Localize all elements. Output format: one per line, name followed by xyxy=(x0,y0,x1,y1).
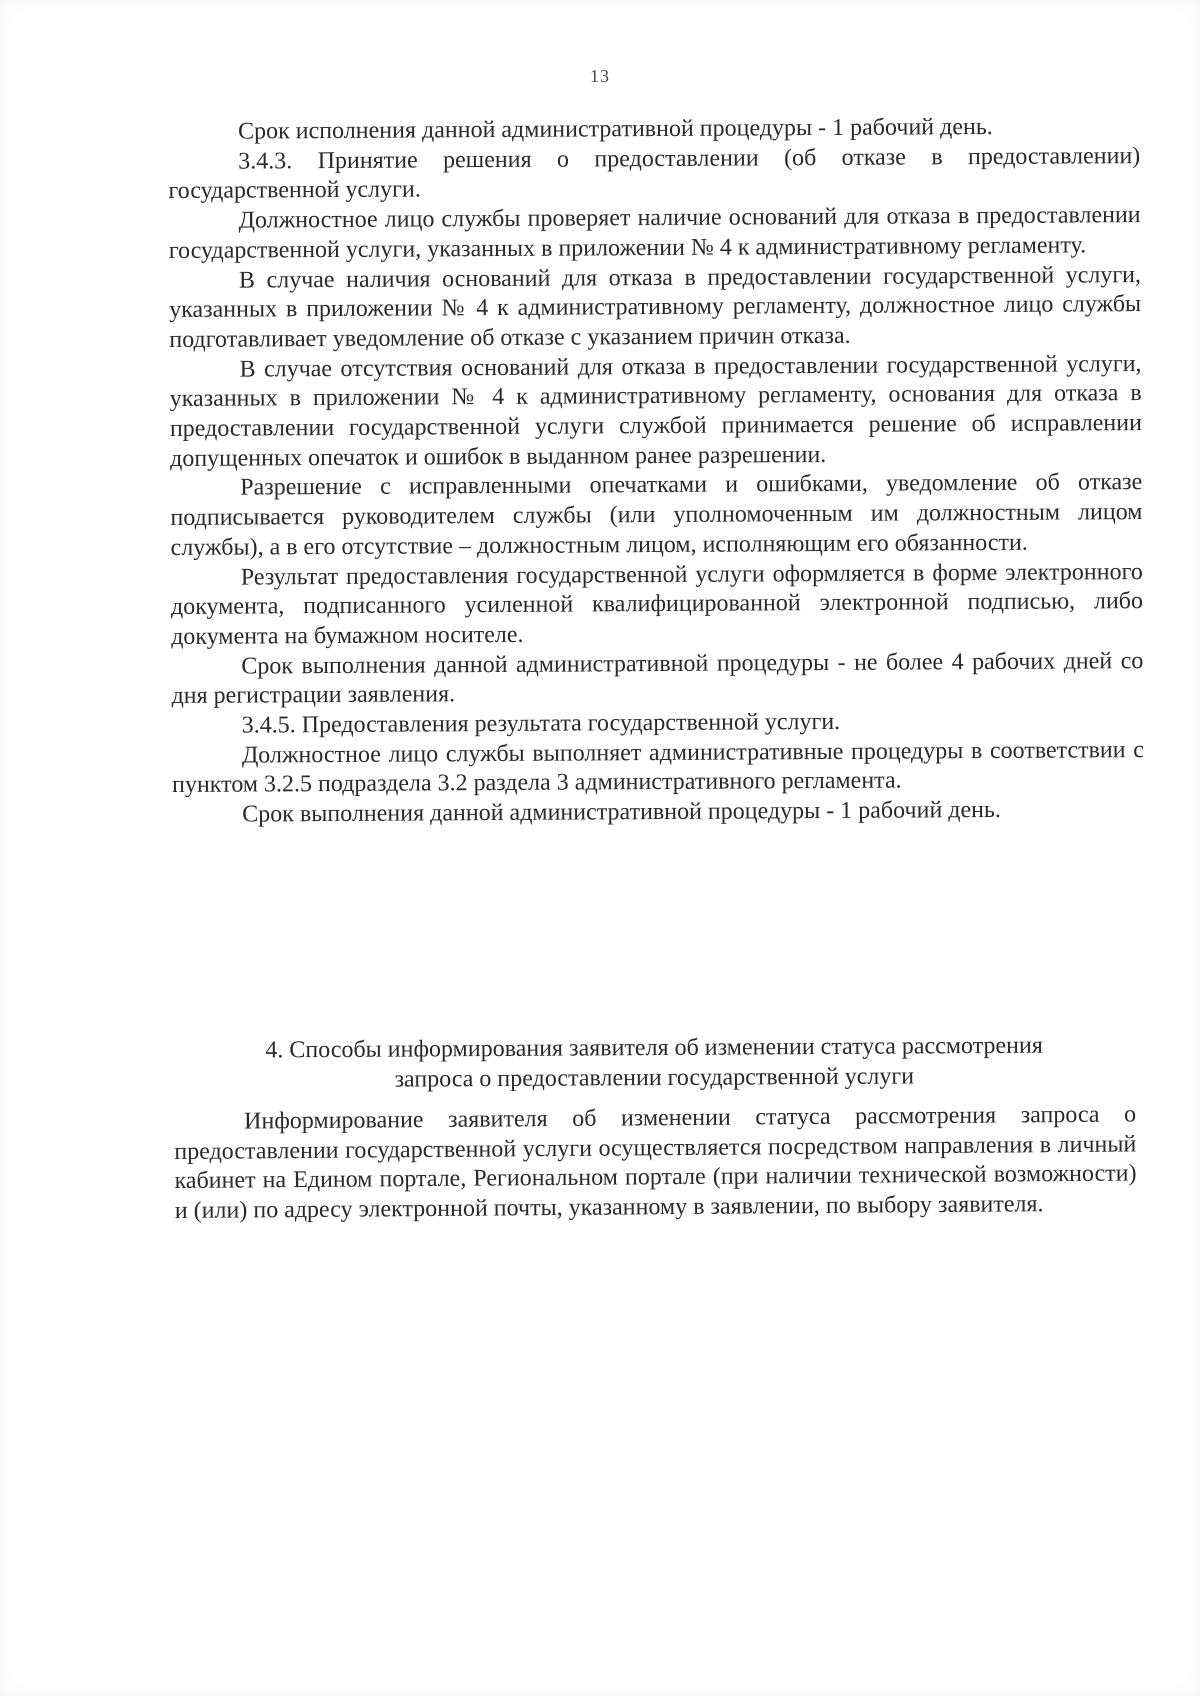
section-4-heading-line-2: запроса о предоставлении государственной услуги xyxy=(394,1063,915,1093)
paragraph-check-grounds: Должностное лицо службы проверяет наличие оснований для отказа в предоставлении государственной услуги, указанных в приложении № 4 к административному регламенту. xyxy=(168,202,1141,264)
paragraph-official-actions: Должностное лицо службы выполняет административные процедуры в соответствии с пунктом 3.2.5 подраздела 3.2 раздела 3 административного регламента. xyxy=(171,736,1144,799)
paragraph-result-form: Результат предоставления государственной услуги оформляется в форме электронного документа, подписанного усиленной квалифицированной электронной подписью, либо документа на бумажном носителе. xyxy=(170,558,1144,650)
section-4-heading xyxy=(168,1030,1140,1096)
paragraph-deadline-1-day: Срок выполнения данной административной процедуры - 1 рабочий день. xyxy=(242,797,1001,828)
paragraph-signing: Разрешение с исправленными опечатками и ошибками, уведомление об отказе подписывается руководителем службы (или уполномоченным им должностным лицом службы), а в его отсутствие – должностным лицом, исполняющим его обязанности. xyxy=(170,469,1143,561)
section-3-4-body xyxy=(168,112,1144,831)
paragraph-status-notification: Информирование заявителя об изменении статуса рассмотрения запроса о предоставлении государственной услуги осуществляется посредством направления в личный кабинет на Едином портале, Региональном портале (при наличии технической возможности) и (или) по адресу электронной почты, указанному в заявлении, по выбору заявителя. xyxy=(174,1101,1137,1225)
paragraph-3-4-3-title: 3.4.3. Принятие решения о предоставлении (об отказе в предоставлении) государственной услуги. xyxy=(168,142,1141,205)
page-number: 13 xyxy=(590,66,610,86)
paragraph-refusal-case: В случае наличия оснований для отказа в предоставлении государственной услуги, указанных в приложении № 4 к административному регламенту, должностное лицо службы подготавливает уведомление об отказе с указанием причин отказа. xyxy=(169,261,1142,353)
paragraph-no-refusal-case: В случае отсутствия оснований для отказа в предоставлении государственной услуги, указанных в приложении № 4 к административному регламенту, основания для отказа в предоставлении государственной услуги службой принимается решение об исправлении допущенных опечаток и ошибок в выданном ранее разрешении. xyxy=(169,350,1142,472)
paragraph-deadline-intro: Срок исполнения данной административной процедуры - 1 рабочий день. xyxy=(238,113,993,145)
paragraph-3-4-5-title: 3.4.5. Предоставления результата государственной услуги. xyxy=(241,708,841,739)
section-4-body xyxy=(174,1100,1137,1226)
section-4-heading-line-1: 4. Способы информирования заявителя об изменении статуса рассмотрения xyxy=(265,1032,1043,1064)
paragraph-deadline-4-days: Срок выполнения данной административной процедуры - не более 4 рабочих дней со дня регистрации заявления. xyxy=(171,647,1144,710)
